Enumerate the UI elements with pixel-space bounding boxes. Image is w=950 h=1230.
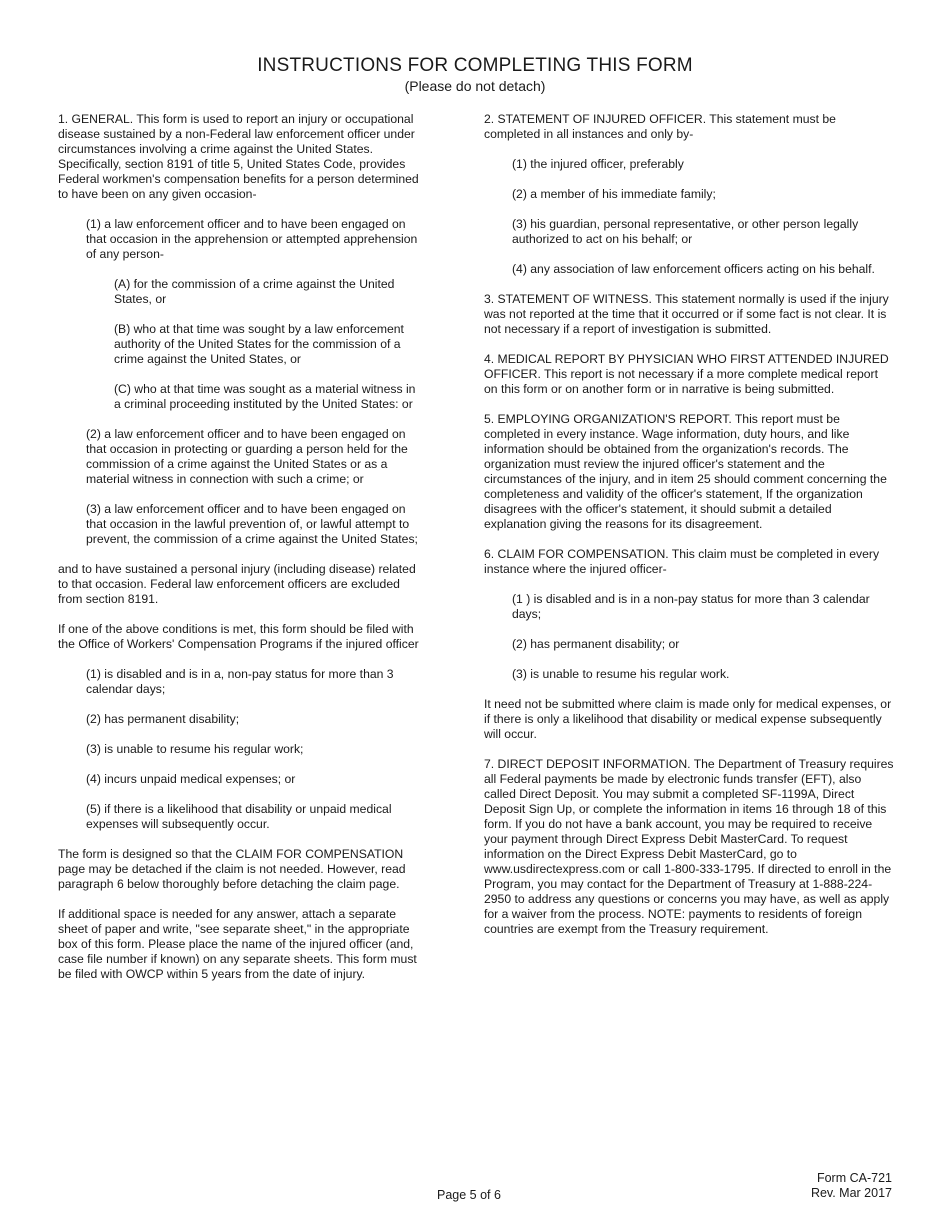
statement-by-2: (2) a member of his immediate family; xyxy=(512,187,716,201)
claim-criterion-1: (1 ) is disabled and is in a non-pay status for more than 3 calendar days; xyxy=(512,592,870,621)
page-title: INSTRUCTIONS FOR COMPLETING THIS FORM xyxy=(257,55,693,76)
section-direct-deposit: 7. DIRECT DEPOSIT INFORMATION. The Department of Treasury requires all Federal payments be made by electronic funds transfer (EFT), also called Direct Deposit. You may submit a completed SF-1199A, Direct Deposit Sign Up, or complete the information in items 16 through 18 of this form. If you do not have a bank account, you may be required to receive your payment through Direct Express Debit MasterCard. To request information on the Direct Express Debit MasterCard, go to www.usdirectexpress.com or call 1-800-333-1795. If directed to enroll in the Program, you may contact for the Department of Treasury at 1-888-224-2950 to address any questions or concerns you may have, as well as apply for a waiver from the process. NOTE: payments to residents of foreign countries are exempt from the Treasury requirement. xyxy=(484,757,894,936)
paragraph-detach: The form is designed so that the CLAIM FOR COMPENSATION page may be detached if the claim is not needed. However, read paragraph 6 below thoroughly before detaching the claim page. xyxy=(58,847,406,891)
left-column xyxy=(58,112,424,997)
condition-prevention: (3) a law enforcement officer and to have been engaged on that occasion in the lawful prevention of, or lawful attempt to prevent, the commission of a crime against the United States; xyxy=(86,502,418,546)
subcondition-c: (C) who at that time was sought as a material witness in a criminal proceeding instituted by the United States: or xyxy=(114,382,416,411)
filing-criterion-1: (1) is disabled and is in a, non-pay status for more than 3 calendar days; xyxy=(86,667,394,696)
condition-protecting: (2) a law enforcement officer and to have been engaged on that occasion in protecting or guarding a person held for the commission of a crime against the United States or as a material witness in connection with such a crime; or xyxy=(86,427,408,486)
claim-criterion-3: (3) is unable to resume his regular work. xyxy=(512,667,730,681)
statement-by-3: (3) his guardian, personal representative, or other person legally authorized to act on his behalf; or xyxy=(512,217,859,246)
subcondition-b: (B) who at that time was sought by a law enforcement authority of the United States for the commission of a crime against the United States, or xyxy=(114,322,404,366)
section-employing-organization: 5. EMPLOYING ORGANIZATION'S REPORT. This report must be completed in every instance. Wage information, duty hours, and like information should be obtained from the organization's records. The organization must review the injured officer's statement and the circumstances of the injury, and in item 25 should comment concerning the completeness and validity of the officer's statement, If the organization disagrees with the officer's statement, it should submit a detailed explanation giving the reasons for its disagreement. xyxy=(484,412,887,531)
filing-criterion-5: (5) if there is a likelihood that disability or unpaid medical expenses will subsequently occur. xyxy=(86,802,392,831)
paragraph-filing: If one of the above conditions is met, this form should be filed with the Office of Workers' Compensation Programs if the injured officer xyxy=(58,622,419,651)
section-claim-compensation: 6. CLAIM FOR COMPENSATION. This claim must be completed in every instance where the injured officer- xyxy=(484,547,880,576)
form-revision: Rev. Mar 2017 xyxy=(810,1186,892,1200)
claim-note: It need not be submitted where claim is made only for medical expenses, or if there is only a likelihood that disability or medical expense subsequently will occur. xyxy=(484,697,892,741)
form-identifier xyxy=(811,1171,892,1201)
section-general: 1. GENERAL. This form is used to report an injury or occupational disease sustained by a non-Federal law enforcement officer under circumstances involving a crime against the United States. Specifically, section 8191 of title 5, United States Code, provides Federal workmen's compensation benefits for a person determined to have been on any given occasion- xyxy=(58,112,419,201)
section-statement-injured-officer: 2. STATEMENT OF INJURED OFFICER. This statement must be completed in all instances and only by- xyxy=(484,112,836,141)
claim-criterion-2: (2) has permanent disability; or xyxy=(512,637,680,651)
form-number: Form CA-721 xyxy=(816,1171,892,1185)
paragraph-injury: and to have sustained a personal injury (including disease) related to that occasion. Federal law enforcement officers are excluded from section 8191. xyxy=(58,562,416,606)
filing-criterion-2: (2) has permanent disability; xyxy=(86,712,240,726)
right-column xyxy=(484,112,894,952)
section-medical-report: 4. MEDICAL REPORT BY PHYSICIAN WHO FIRST ATTENDED INJURED OFFICER. This report is not necessary if a more complete medical report on this form or on another form or in narrative is being submitted. xyxy=(484,352,889,396)
page-number: Page 5 of 6 xyxy=(437,1188,501,1202)
filing-criterion-4: (4) incurs unpaid medical expenses; or xyxy=(86,772,296,786)
statement-by-4: (4) any association of law enforcement officers acting on his behalf. xyxy=(512,262,875,276)
section-statement-witness: 3. STATEMENT OF WITNESS. This statement normally is used if the injury was not reported at the time that it occurred or if some fact is not clear. It is not necessary if a report of investigation is submitted. xyxy=(484,292,889,336)
paragraph-additional-space: If additional space is needed for any answer, attach a separate sheet of paper and write, "see separate sheet," in the appropriate box of this form. Please place the name of the injured officer (and, case file number if known) on any separate sheets. This form must be filed with OWCP within 5 years from the date of injury. xyxy=(58,907,417,981)
statement-by-1: (1) the injured officer, preferably xyxy=(512,157,684,171)
subcondition-a: (A) for the commission of a crime against the United States, or xyxy=(114,277,395,306)
condition-apprehension: (1) a law enforcement officer and to have been engaged on that occasion in the apprehension or attempted apprehension of any person- xyxy=(86,217,418,261)
filing-criterion-3: (3) is unable to resume his regular work; xyxy=(86,742,304,756)
page-subtitle: (Please do not detach) xyxy=(404,78,546,94)
